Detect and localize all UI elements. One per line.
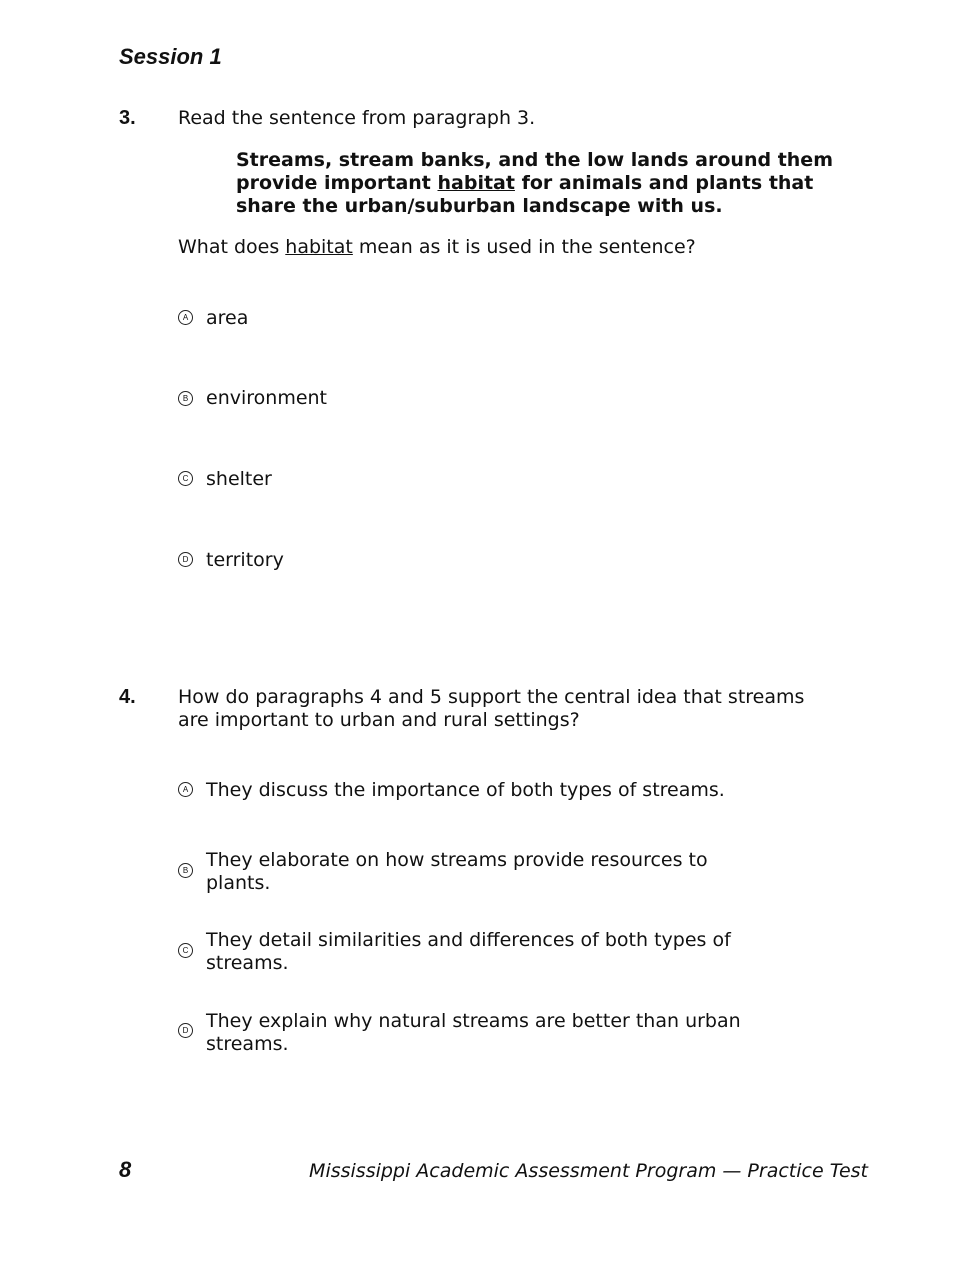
choice-c-text: They detail similarities and differences of both types of streams.	[206, 929, 731, 974]
session-label: Session 1	[119, 44, 222, 69]
question-4-number: 4.	[119, 686, 136, 708]
answer-bubble-a[interactable]: A	[178, 310, 193, 325]
page-number: 8	[119, 1157, 132, 1182]
quote-keyword: habitat	[437, 172, 515, 194]
choice-a-text: area	[206, 307, 249, 329]
choice-b-text: environment	[206, 387, 328, 409]
question-text-after: mean as it is used in the sentence?	[352, 236, 696, 258]
answer-bubble-a[interactable]: A	[178, 782, 193, 797]
choice-d-text: They explain why natural streams are better than urban streams.	[206, 1010, 741, 1055]
quote-text-after: for animals and plants that share the urban/suburban landscape with us.	[236, 172, 814, 217]
question-3-quote	[236, 149, 846, 218]
answer-bubble-c[interactable]: C	[178, 943, 193, 958]
answer-bubble-d[interactable]: D	[178, 1023, 193, 1038]
footer-title: Mississippi Academic Assessment Program — Practice Test	[309, 1160, 868, 1182]
choice-a-text: They discuss the importance of both types of streams.	[206, 779, 725, 801]
choice-c-text: shelter	[206, 468, 272, 490]
question-3-prompt: Read the sentence from paragraph 3.	[178, 107, 536, 129]
question-3-number: 3.	[119, 107, 136, 129]
question-4-prompt: How do paragraphs 4 and 5 support the central idea that streams are important to urban and rural settings?	[178, 686, 805, 731]
answer-bubble-b[interactable]: B	[178, 391, 193, 406]
choice-d-text: territory	[206, 549, 284, 571]
question-3-question	[178, 236, 696, 259]
answer-bubble-b[interactable]: B	[178, 863, 193, 878]
question-keyword: habitat	[285, 236, 353, 258]
answer-bubble-c[interactable]: C	[178, 471, 193, 486]
choice-b-text: They elaborate on how streams provide resources to plants.	[206, 849, 708, 894]
quote-text-before: Streams, stream banks, and the low lands around them provide important	[236, 149, 833, 194]
question-text-before: What does	[178, 236, 286, 258]
answer-bubble-d[interactable]: D	[178, 552, 193, 567]
